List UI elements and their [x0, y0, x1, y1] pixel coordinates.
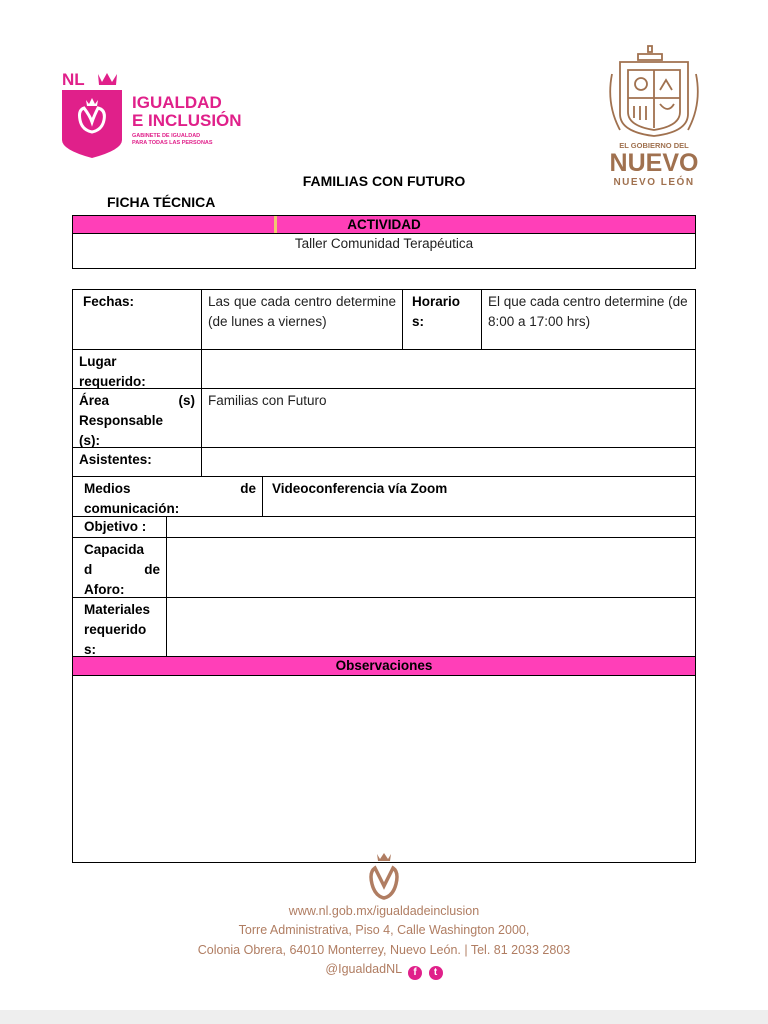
- activity-header: [73, 216, 695, 234]
- horario-value: El que cada centro determine (de 8:00 a 17:00 hrs): [488, 294, 688, 329]
- gob-line2: NUEVO: [609, 149, 699, 177]
- observaciones-header: Observaciones: [73, 657, 695, 676]
- logo-tag2: PARA TODAS LAS PERSONAS: [132, 140, 213, 146]
- lugar-label: Lugar requerido:: [73, 350, 202, 388]
- capacidad-value: [167, 538, 695, 597]
- materiales-value: [167, 598, 695, 656]
- table-row-lugar: [73, 350, 695, 389]
- footer-emblem-icon: [366, 852, 402, 900]
- fechas-label: Fechas:: [73, 290, 202, 349]
- table-row-fechas: [73, 290, 695, 350]
- activity-table: [72, 215, 696, 269]
- logo-tag1: GABINETE DE IGUALDAD: [132, 133, 201, 139]
- footer-handle: @IgualdadNL: [325, 962, 402, 976]
- table-row-asistentes: [73, 448, 695, 477]
- document-title: FAMILIAS CON FUTURO: [302, 173, 466, 189]
- table-row-area: [73, 389, 695, 448]
- fechas-value: Las que cada centro determine (de lunes a viernes): [202, 290, 403, 349]
- area-label: Área (s) Responsable (s):: [73, 389, 202, 447]
- objetivo-label: Objetivo :: [73, 517, 167, 537]
- asistentes-label: Asistentes:: [73, 448, 202, 476]
- logo-line1: IGUALDAD: [132, 93, 222, 112]
- document-subtitle: FICHA TÉCNICA: [107, 194, 216, 210]
- materiales-label: Materiales requerido s:: [73, 598, 167, 656]
- medios-value: Videoconferencia vía Zoom: [272, 481, 448, 496]
- footer-url: www.nl.gob.mx/igualdadeinclusion: [288, 904, 480, 918]
- cursor-mark: [274, 216, 277, 233]
- gob-line3: NUEVO LEÓN: [613, 177, 695, 188]
- area-value: Familias con Futuro: [208, 393, 327, 408]
- horario-label: Horario s:: [403, 290, 482, 349]
- logo-line2: E INCLUSIÓN: [132, 111, 242, 130]
- igualdad-inclusion-logo: [60, 70, 260, 160]
- medios-label: Medios de comunicación:: [73, 477, 263, 516]
- gobierno-nuevo-leon-logo: [598, 44, 710, 190]
- logo-nl-text: NL: [62, 70, 85, 89]
- asistentes-value: [202, 448, 695, 476]
- info-table-lower: [72, 476, 696, 863]
- observaciones-body: [73, 676, 695, 863]
- gob-line1: EL GOBIERNO DEL: [619, 141, 689, 150]
- info-table: [72, 289, 696, 477]
- table-row-medios: [73, 477, 695, 517]
- lugar-value: [202, 350, 695, 388]
- activity-value: Taller Comunidad Terapéutica: [294, 236, 474, 251]
- page-bottom-edge: [0, 1010, 768, 1024]
- twitter-icon: t: [429, 966, 443, 980]
- footer-address2: Colonia Obrera, 64010 Monterrey, Nuevo León. | Tel. 81 2033 2803: [197, 943, 571, 957]
- capacidad-label: Capacida d de Aforo:: [73, 538, 167, 597]
- table-row-capacidad: [73, 538, 695, 598]
- table-row-materiales: [73, 598, 695, 657]
- footer-address1: Torre Administrativa, Piso 4, Calle Washington 2000,: [238, 923, 530, 937]
- facebook-icon: f: [408, 966, 422, 980]
- table-row-objetivo: [73, 517, 695, 538]
- objetivo-value: [167, 517, 695, 537]
- crown-icon: [98, 73, 117, 85]
- footer-social: [0, 962, 768, 980]
- activity-header-label: ACTIVIDAD: [347, 217, 421, 232]
- coat-of-arms-icon: [610, 46, 698, 136]
